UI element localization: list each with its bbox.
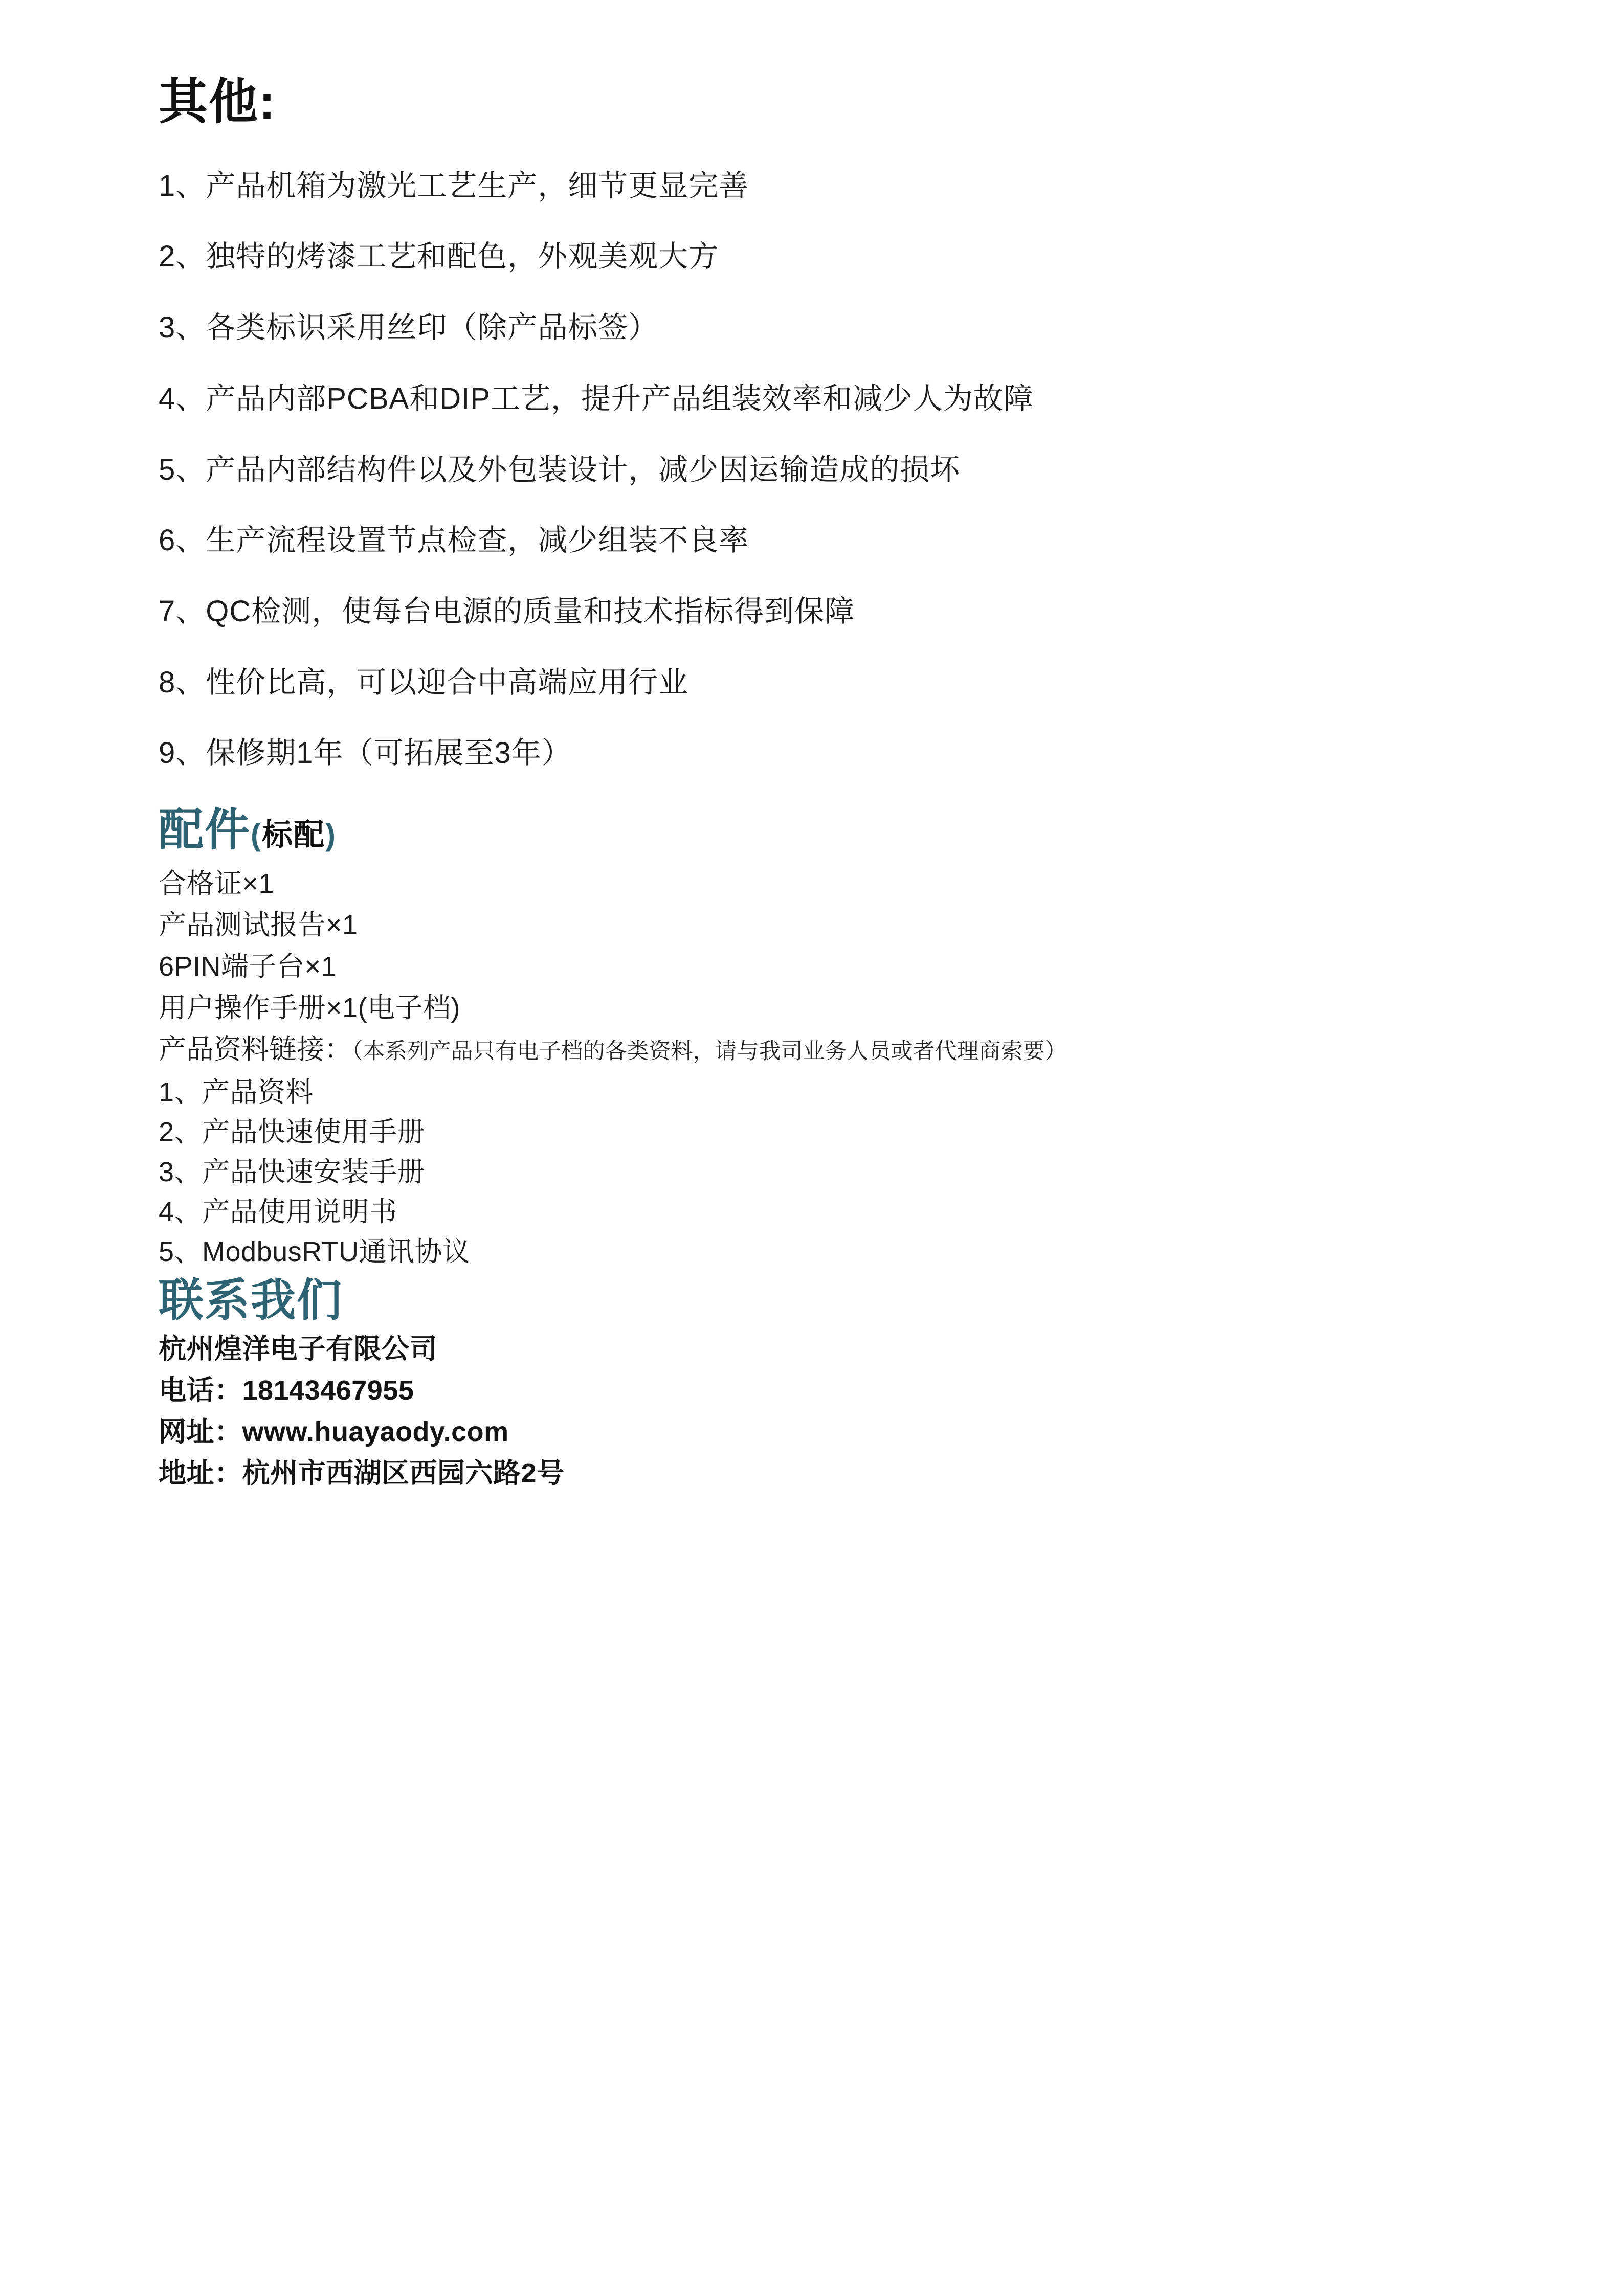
accessories-suffix-open-paren: (: [251, 817, 262, 852]
list-item: 2、产品快速使用手册: [159, 1116, 426, 1147]
section-title-contact: 联系我们: [159, 1274, 343, 1325]
product-docs-link-line: [159, 1033, 1491, 1065]
list-item: 7、QC检测，使每台电源的质量和技术指标得到保障: [159, 594, 855, 628]
address-line: [159, 1459, 1491, 1487]
list-item: 1、产品资料: [159, 1076, 314, 1108]
company-name: 杭州煌洋电子有限公司: [159, 1333, 437, 1364]
others-list: [159, 169, 1491, 771]
list-item: 3、各类标识采用丝印（除产品标签）: [159, 311, 659, 345]
list-item: 8、性价比高，可以迎合中高端应用行业: [159, 665, 689, 699]
list-item: 6PIN端子台×1: [159, 951, 337, 982]
accessories-title-text: 配件: [159, 804, 251, 855]
list-item: 5、ModbusRTU通讯协议: [159, 1236, 471, 1267]
product-docs-link-label: 产品资料链接：: [159, 1033, 352, 1065]
list-item: 2、独特的烤漆工艺和配色，外观美观大方: [159, 240, 719, 274]
accessories-list: [159, 870, 1491, 1022]
section-title-accessories: [159, 804, 1491, 855]
contact-block: [159, 1335, 1491, 1487]
list-item: 1、产品机箱为激光工艺生产，细节更显完善: [159, 169, 749, 202]
address-label: 地址：: [159, 1457, 242, 1489]
address-value: 杭州市西湖区西园六路2号: [242, 1457, 565, 1489]
phone-label: 电话：: [159, 1375, 242, 1406]
list-item: 6、生产流程设置节点检查，减少组装不良率: [159, 524, 749, 557]
list-item: 9、保修期1年（可拓展至3年）: [159, 736, 572, 770]
list-item: 4、产品使用说明书: [159, 1196, 397, 1227]
website-line: [159, 1418, 1491, 1446]
accessories-suffix-close-paren: ): [325, 817, 337, 852]
section-title-others: 其他:: [159, 75, 276, 129]
list-item: 合格证×1: [159, 868, 275, 899]
list-item: 3、产品快速安装手册: [159, 1156, 426, 1187]
website-value: www.huayaody.com: [242, 1416, 509, 1447]
phone-value: 18143467955: [242, 1375, 414, 1406]
product-docs-link-note: （本系列产品只有电子档的各类资料，请与我司业务人员或者代理商索要）: [352, 1039, 1067, 1064]
list-item: 用户操作手册×1(电子档): [159, 992, 461, 1023]
website-label: 网址：: [159, 1416, 242, 1447]
phone-line: [159, 1377, 1491, 1404]
docs-list: [159, 1078, 1491, 1266]
list-item: 5、产品内部结构件以及外包装设计，减少因运输造成的损坏: [159, 453, 961, 486]
list-item: 4、产品内部PCBA和DIP工艺，提升产品组装效率和减少人为故障: [159, 381, 1034, 415]
list-item: 产品测试报告×1: [159, 909, 358, 940]
accessories-suffix-text: 标配: [262, 817, 325, 852]
